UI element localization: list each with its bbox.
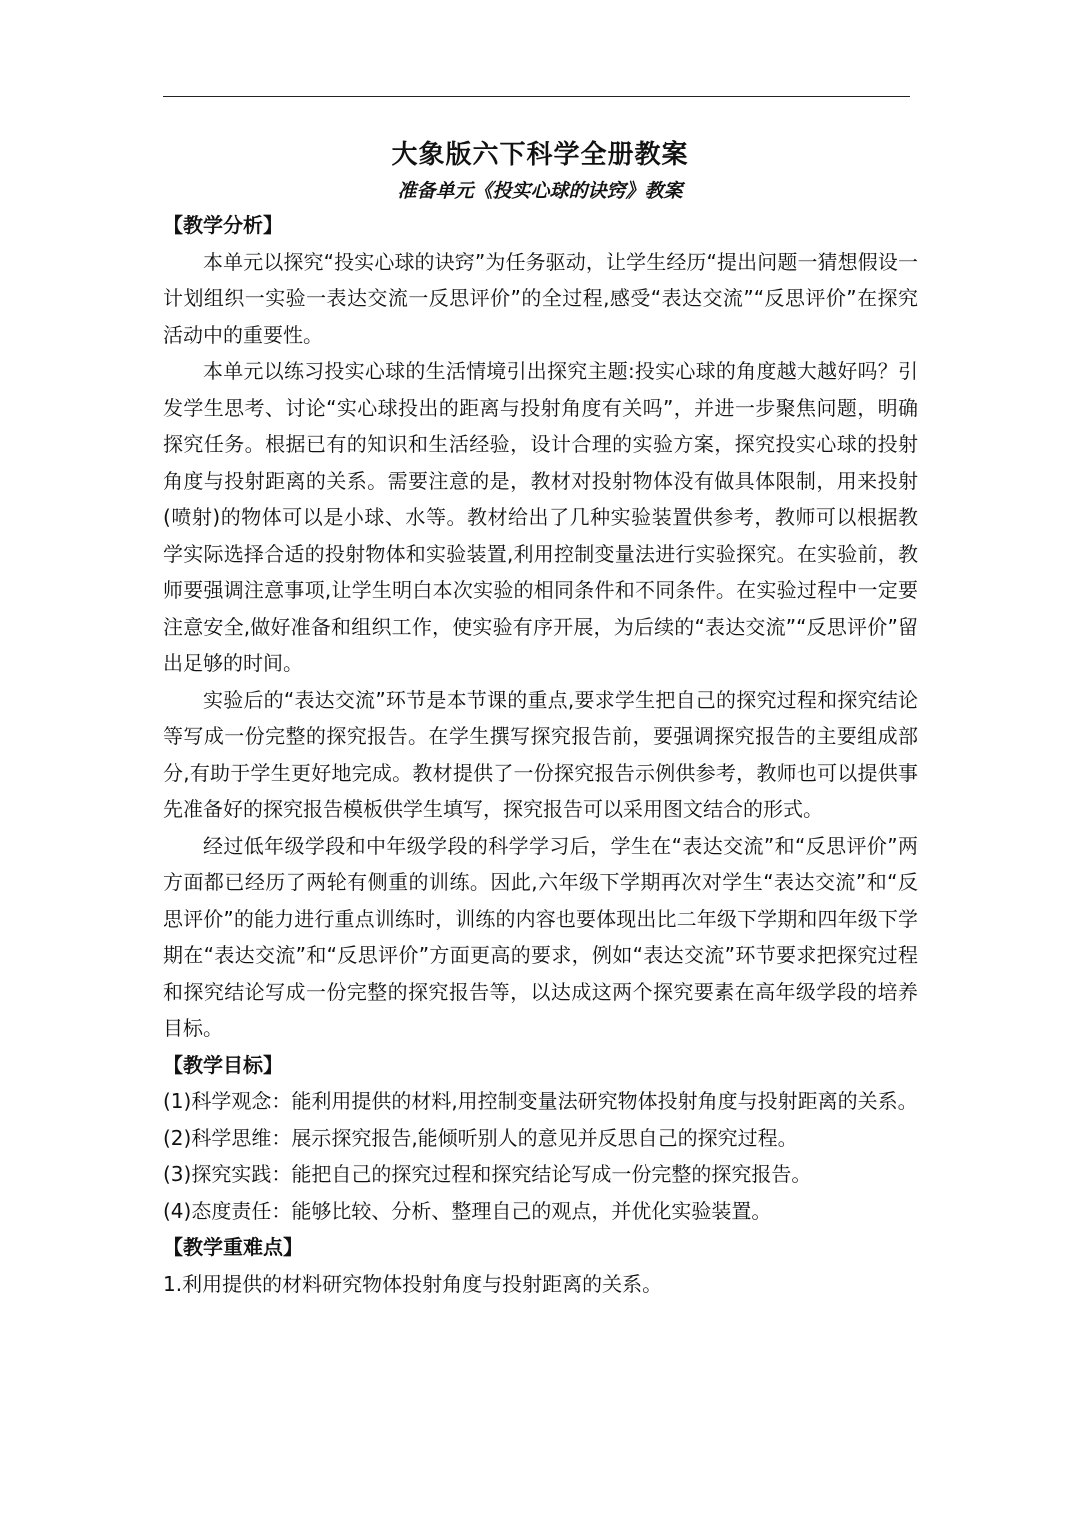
- analysis-paragraph: 本单元以探究“投实心球的诀窍”为任务驱动，让学生经历“提出问题一猜想假设一计划组织一实验一表达交流一反思评价”的全过程,感受“表达交流”“反思评价”在探究活动中的重要性。: [163, 249, 918, 347]
- analysis-paragraph: 经过低年级学段和中年级学段的科学学习后，学生在“表达交流”和“反思评价”两方面都已经历了两轮有侧重的训练。因此,六年级下学期再次对学生“表达交流”和“反思评价”的能力进行重点训练时，训练的内容也要体现出比二年级下学期和四年级下学期在“表达交流”和“反思评价”方面更高的要求，例如“表达交流”环节要求把探究过程和探究结论写成一份完整的探究报告等，以达成这两个探究要素在高年级学段的培养目标。: [163, 833, 918, 1040]
- document-subtitle: 准备单元《投实心球的诀窍》教案: [397, 180, 683, 202]
- key-point-item: 1.利用提供的材料研究物体投射角度与投射距离的关系。: [163, 1271, 663, 1296]
- section-heading-analysis: 【教学分析】: [163, 213, 283, 237]
- objective-item: (3)探究实践：能把自己的探究过程和探究结论写成一份完整的探究报告。: [163, 1162, 812, 1186]
- document-title: 大象版六下科学全册教案: [391, 140, 689, 170]
- section-heading-objectives: 【教学目标】: [163, 1052, 283, 1077]
- analysis-paragraph: 实验后的“表达交流”环节是本节课的重点,要求学生把自己的探究过程和探究结论等写成一份完整的探究报告。在学生撰写探究报告前，要强调探究报告的主要组成部分,有助于学生更好地完成。教材提供了一份探究报告示例供参考，教师也可以提供事先准备好的探究报告模板供学生填写，探究报告可以采用图文结合的形式。: [163, 687, 918, 821]
- objective-item: (1)科学观念：能利用提供的材料,用控制变量法研究物体投射角度与投射距离的关系。: [163, 1089, 918, 1113]
- document-body: [163, 207, 918, 1302]
- analysis-paragraph: 本单元以练习投实心球的生活情境引出探究主题:投实心球的角度越大越好吗？引发学生思考、讨论“实心球投出的距离与投射角度有关吗”，并进一步聚焦问题，明确探究任务。根据已有的知识和生活经验，设计合理的实验方案，探究投实心球的投射角度与投射距离的关系。需要注意的是，教材对投射物体没有做具体限制，用来投射(喷射)的物体可以是小球、水等。教材给出了几种实验装置供参考，教师可以根据教学实际选择合适的投射物体和实验装置,利用控制变量法进行实验探究。在实验前，教师要强调注意事项,让学生明白本次实验的相同条件和不同条件。在实验过程中一定要注意安全,做好准备和组织工作，使实验有序开展，为后续的“表达交流”“反思评价”留出足够的时间。: [163, 359, 918, 675]
- header-rule: [163, 96, 910, 97]
- objective-item: (4)态度责任：能够比较、分析、整理自己的观点，并优化实验装置。: [163, 1198, 772, 1223]
- section-heading-key-points: 【教学重难点】: [163, 1235, 303, 1259]
- objective-item: (2)科学思维：展示探究报告,能倾听别人的意见并反思自己的探究过程。: [163, 1125, 798, 1150]
